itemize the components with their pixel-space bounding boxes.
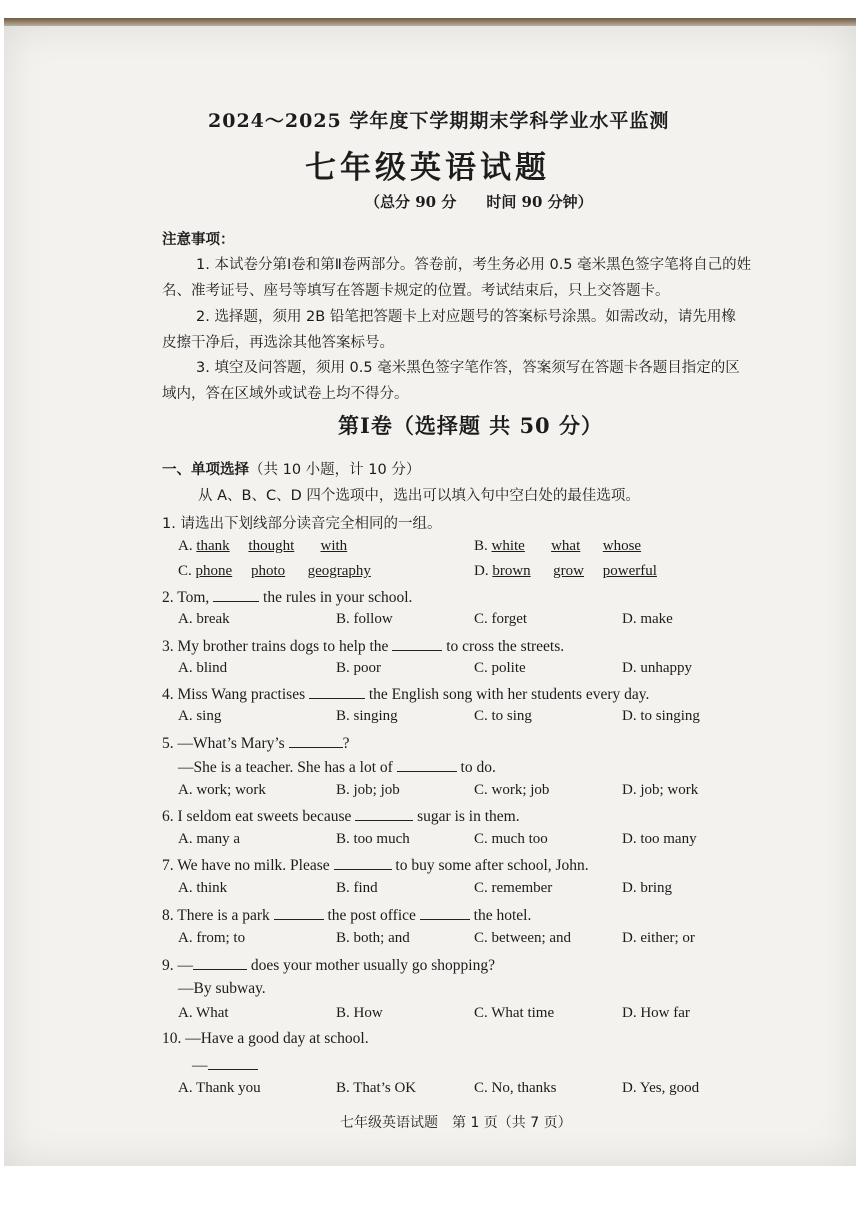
q6-option-d: D. too many bbox=[622, 831, 697, 847]
q1-option-d: D. brown grow powerful bbox=[474, 563, 657, 579]
part-note: （共 10 小题，计 10 分） bbox=[249, 462, 421, 478]
q9-option-d: D. How far bbox=[622, 1005, 690, 1021]
notice-line-4: 皮擦干净后，再选涂其他答案标号。 bbox=[162, 335, 394, 351]
q3-option-b: B. poor bbox=[336, 660, 381, 676]
q6-option-c: C. much too bbox=[474, 831, 548, 847]
q6-option-b: B. too much bbox=[336, 831, 410, 847]
q3-option-c: C. polite bbox=[474, 660, 526, 676]
q8-option-a: A. from; to bbox=[178, 930, 246, 946]
answer-blank bbox=[213, 587, 259, 602]
q8-option-b: B. both; and bbox=[336, 930, 410, 946]
q9-option-b: B. How bbox=[336, 1005, 383, 1021]
q8-stem: 8. There is a park the post office the hotel. bbox=[162, 907, 532, 924]
q10-option-b: B. That’s OK bbox=[336, 1080, 417, 1096]
q9-option-a: A. What bbox=[178, 1005, 229, 1021]
q8-option-d: D. either; or bbox=[622, 930, 695, 946]
q5-option-d: D. job; work bbox=[622, 782, 699, 798]
q5-option-b: B. job; job bbox=[336, 782, 400, 798]
q7-option-d: D. bring bbox=[622, 880, 672, 896]
q5-stem: 5. —What’s Mary’s ? bbox=[162, 735, 350, 752]
q9-stem: 9. — does your mother usually go shopping? bbox=[162, 957, 495, 974]
notice-line-2: 名、准考证号、座号等填写在答题卡规定的位置。考试结束后，只上交答题卡。 bbox=[162, 283, 670, 299]
q7-option-c: C. remember bbox=[474, 880, 553, 896]
q10-stem: 10. —Have a good day at school. bbox=[162, 1030, 369, 1047]
notice-heading: 注意事项： bbox=[162, 232, 235, 248]
answer-blank bbox=[397, 757, 457, 772]
q10-option-c: C. No, thanks bbox=[474, 1080, 557, 1096]
q6-stem: 6. I seldom eat sweets because sugar is in them. bbox=[162, 808, 520, 825]
answer-blank bbox=[355, 806, 413, 821]
answer-blank bbox=[193, 955, 247, 970]
q5-option-a: A. work; work bbox=[178, 782, 266, 798]
part-heading: 一、单项选择 bbox=[162, 462, 249, 478]
q4-stem: 4. Miss Wang practises the English song with her students every day. bbox=[162, 686, 650, 703]
notice-line-3: 2. 选择题，须用 2B 铅笔把答题卡上对应题号的答案标号涂黑。如需改动，请先用橡 bbox=[196, 309, 736, 325]
q9-option-c: C. What time bbox=[474, 1005, 555, 1021]
q5-reply: —She is a teacher. She has a lot of to do. bbox=[178, 759, 496, 776]
q1-option-c: C. phone photo geography bbox=[178, 563, 371, 579]
q3-option-d: D. unhappy bbox=[622, 660, 692, 676]
answer-blank bbox=[208, 1055, 258, 1070]
answer-blank bbox=[420, 905, 470, 920]
q2-option-d: D. make bbox=[622, 611, 673, 627]
q9-reply: —By subway. bbox=[178, 980, 266, 997]
q3-option-a: A. blind bbox=[178, 660, 228, 676]
part-instruction: 从 A、B、C、D 四个选项中，选出可以填入句中空白处的最佳选项。 bbox=[198, 488, 640, 504]
q4-option-b: B. singing bbox=[336, 708, 398, 724]
exam-title: 2024～2025 学年度下学期期末学科学业水平监测 bbox=[208, 110, 670, 132]
q4-option-c: C. to sing bbox=[474, 708, 532, 724]
q1-option-b: B. white what whose bbox=[474, 538, 642, 554]
q1-option-a: A. thank thought with bbox=[178, 538, 348, 554]
q4-option-a: A. sing bbox=[178, 708, 222, 724]
q10-reply: — bbox=[192, 1055, 258, 1075]
exam-meta: （总分 90 分 时间 90 分钟） bbox=[365, 193, 593, 211]
q7-option-b: B. find bbox=[336, 880, 378, 896]
notice-line-1: 1. 本试卷分第Ⅰ卷和第Ⅱ卷两部分。答卷前，考生务必用 0.5 毫米黑色签字笔将自己的姓 bbox=[196, 257, 752, 273]
q8-option-c: C. between; and bbox=[474, 930, 572, 946]
q2-stem: 2. Tom, the rules in your school. bbox=[162, 589, 413, 606]
q7-stem: 7. We have no milk. Please to buy some after school, John. bbox=[162, 857, 589, 874]
notice-line-5: 3. 填空及问答题，须用 0.5 毫米黑色签字笔作答，答案须写在答题卡各题目指定的区 bbox=[196, 360, 740, 376]
section-title: 第Ⅰ卷（选择题 共 50 分） bbox=[338, 413, 603, 438]
q4-option-d: D. to singing bbox=[622, 708, 700, 724]
page-footer: 七年级英语试题 第 1 页（共 7 页） bbox=[340, 1115, 572, 1131]
answer-blank bbox=[309, 684, 365, 699]
q10-option-d: D. Yes, good bbox=[622, 1080, 700, 1096]
part-heading-row bbox=[162, 458, 420, 479]
answer-blank bbox=[289, 733, 343, 748]
answer-blank bbox=[392, 636, 442, 651]
q5-option-c: C. work; job bbox=[474, 782, 550, 798]
notice-line-6: 域内，答在区域外或试卷上均不得分。 bbox=[162, 386, 409, 402]
exam-subject: 七年级英语试题 bbox=[305, 150, 550, 186]
q1-stem: 1. 请选出下划线部分读音完全相同的一组。 bbox=[162, 516, 442, 532]
q3-stem: 3. My brother trains dogs to help the to cross the streets. bbox=[162, 638, 565, 655]
answer-blank bbox=[334, 855, 392, 870]
q2-option-b: B. follow bbox=[336, 611, 393, 627]
q2-option-a: A. break bbox=[178, 611, 230, 627]
answer-blank bbox=[274, 905, 324, 920]
q6-option-a: A. many a bbox=[178, 831, 241, 847]
q2-option-c: C. forget bbox=[474, 611, 528, 627]
q7-option-a: A. think bbox=[178, 880, 228, 896]
q10-option-a: A. Thank you bbox=[178, 1080, 261, 1096]
